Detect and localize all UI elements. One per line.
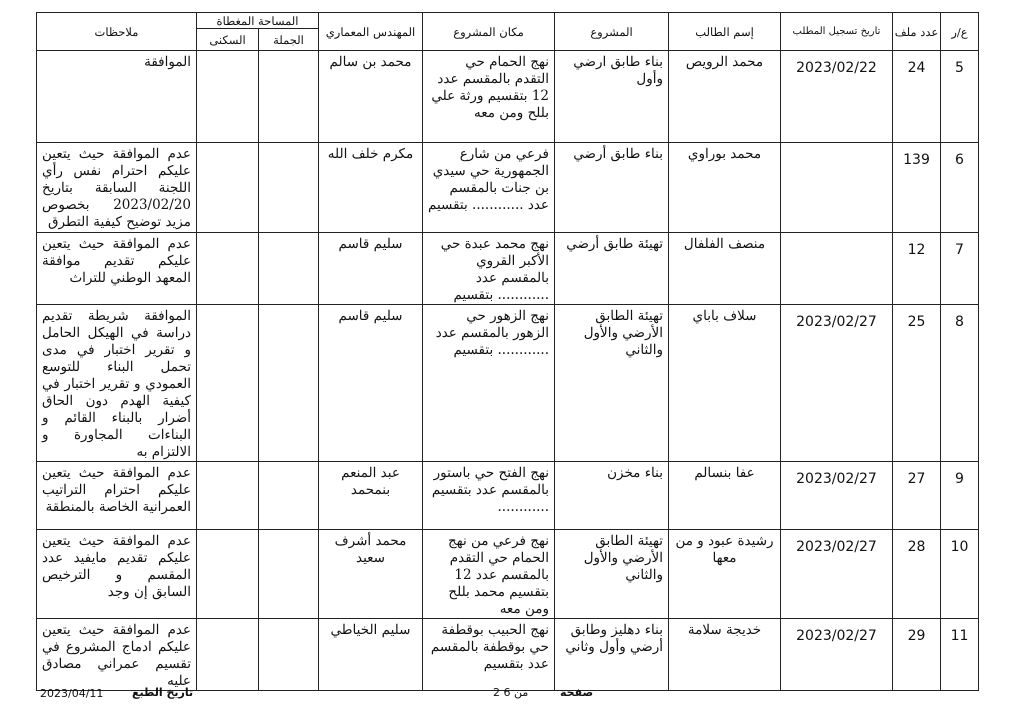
row-notes: عدم الموافقة حيث يتعين عليكم تقديم مايفيد عدد المقسم و الترخيص السابق إن وجد	[42, 533, 191, 600]
header-registration-date: تاريخ تسجيل المطلب	[781, 13, 893, 51]
row-area-total	[259, 530, 318, 533]
header-applicant: إسم الطالب	[669, 13, 781, 51]
row-area-residential	[197, 51, 258, 54]
row-area-residential	[197, 233, 258, 236]
row-index: 5	[955, 60, 964, 76]
row-project: تهيئة الطابق الأرضي والأول والثاني	[583, 533, 663, 583]
row-date	[781, 143, 892, 152]
row-project: بناء مخزن	[607, 465, 663, 481]
row-location: فرعي من شارع الجمهورية حي سيدي بن جنات بالمقسم عدد ............ بتقسيم	[428, 146, 549, 213]
row-project: بناء دهليز وطابق أرضي وأول وثاني	[565, 622, 663, 655]
table-row	[37, 619, 979, 691]
row-applicant: سلاف باباي	[692, 308, 757, 324]
row-notes: عدم الموافقة حيث يتعين عليكم احترام التراتيب العمرانية الخاصة بالمنطقة	[42, 465, 191, 515]
table-row	[37, 305, 979, 462]
row-date: 2023/02/27	[796, 628, 877, 644]
row-index: 10	[950, 539, 969, 555]
row-file-number: 29	[907, 628, 926, 644]
row-notes: عدم الموافقة حيث يتعين عليكم احترام نفس رأي اللجنة السابقة بتاريخ 2023/02/20 بخصوص مزيد توضيح كيفية التطرق	[42, 146, 191, 230]
row-file-number: 12	[907, 242, 926, 258]
row-file-number: 139	[903, 152, 930, 168]
row-applicant: محمد بوراوي	[687, 146, 762, 162]
header-notes: ملاحظات	[37, 13, 197, 51]
row-index: 6	[955, 152, 964, 168]
row-location: نهج الزهور حي الزهور بالمقسم عدد ............ بتقسيم	[435, 308, 549, 358]
row-architect: محمد أشرف سعيد	[334, 533, 407, 566]
row-project: بناء طابق أرضي	[573, 146, 663, 162]
row-architect: سليم قاسم	[338, 236, 403, 252]
row-area-total	[259, 305, 318, 308]
row-date: 2023/02/27	[796, 471, 877, 487]
row-area-total	[259, 462, 318, 465]
row-index: 9	[955, 471, 964, 487]
row-architect: مكرم خلف الله	[327, 146, 414, 162]
row-file-number: 27	[907, 471, 926, 487]
header-file-number: عدد ملف	[893, 13, 941, 51]
row-project: بناء طابق ارضي وأول	[573, 54, 663, 87]
row-applicant: عفا بنسالم	[694, 465, 755, 481]
row-project: تهيئة طابق أرضي	[566, 236, 663, 252]
row-architect: عبد المنعم بنمحمد	[341, 465, 400, 498]
row-location: نهج فرعي من نهج الحمام حي التقدم بالمقسم عدد 12 بتقسيم محمد بللح ومن معه	[448, 533, 549, 617]
print-date: 2023/04/11	[40, 687, 104, 700]
row-project: تهيئة الطابق الأرضي والأول والثاني	[583, 308, 663, 358]
table-row	[37, 233, 979, 305]
row-notes: عدم الموافقة حيث يتعين عليكم ادماج المشروع في تقسيم عمراني مصادق عليه	[42, 622, 191, 689]
row-date: 2023/02/27	[796, 539, 877, 555]
row-architect: محمد بن سالم	[329, 54, 412, 70]
registry-table	[36, 12, 979, 691]
row-date	[781, 233, 892, 242]
row-index: 8	[955, 314, 964, 330]
row-architect: سليم الخياطي	[330, 622, 411, 638]
row-area-residential	[197, 305, 258, 308]
row-notes: الموافقة	[144, 54, 191, 70]
row-applicant: محمد الرويص	[685, 54, 764, 70]
table-row	[37, 143, 979, 233]
row-location: نهج الحمام حي التقدم بالمقسم عدد 12 بتقسيم ورثة علي بللح ومن معه	[431, 54, 549, 121]
row-area-total	[259, 143, 318, 146]
row-date: 2023/02/22	[796, 60, 877, 76]
row-architect: سليم قاسم	[338, 308, 403, 324]
header-area-total: الجملة	[259, 29, 319, 51]
row-applicant: رشيدة عبود و من معها	[675, 533, 774, 566]
row-index: 7	[955, 242, 964, 258]
row-area-residential	[197, 619, 258, 622]
header-area-residential: السكنى	[197, 29, 259, 51]
page-number: 2 من 6	[493, 686, 529, 699]
print-date-label: تاريخ الطبع	[132, 686, 194, 699]
row-location: نهج محمد عبدة حي الأكبر القروي بالمقسم عدد ............ بتقسيم	[440, 236, 549, 303]
row-applicant: خديجة سلامة	[687, 622, 762, 638]
row-notes: عدم الموافقة حيث يتعين عليكم تقديم موافقة المعهد الوطني للتراث	[42, 236, 191, 286]
row-location: نهج الفتح حي باستور بالمقسم عدد بتقسيم ............	[431, 465, 549, 515]
page-label: صفحة	[560, 686, 594, 699]
row-index: 11	[950, 628, 969, 644]
header-architect: المهندس المعماري	[319, 13, 423, 51]
row-area-total	[259, 619, 318, 622]
table-row	[37, 462, 979, 530]
row-file-number: 28	[907, 539, 926, 555]
row-area-total	[259, 51, 318, 54]
row-location: نهج الحبيب بوقطفة حي بوقطفة بالمقسم عدد بتقسيم	[430, 622, 549, 672]
row-area-total	[259, 233, 318, 236]
header-index: ع/ر	[941, 13, 979, 51]
row-area-residential	[197, 462, 258, 465]
header-location: مكان المشروع	[423, 13, 555, 51]
table-row	[37, 530, 979, 619]
row-notes: الموافقة شريطة تقديم دراسة في الهيكل الحامل و تقرير اختبار في مدى تحمل البناء للتوسع العمودي و تقرير اختبار في كيفية الهدم دون الحاق أضرار بالبناء القائم و البناءات المجاورة و الالتزام به	[42, 308, 191, 460]
row-area-residential	[197, 143, 258, 146]
row-applicant: منصف الفلفال	[683, 236, 766, 252]
row-date: 2023/02/27	[796, 314, 877, 330]
header-covered-area: المساحة المغطاة	[197, 13, 319, 29]
page-footer	[0, 683, 1024, 707]
row-file-number: 24	[907, 60, 926, 76]
row-file-number: 25	[907, 314, 926, 330]
row-area-residential	[197, 530, 258, 533]
header-project: المشروع	[555, 13, 669, 51]
table-row	[37, 51, 979, 143]
